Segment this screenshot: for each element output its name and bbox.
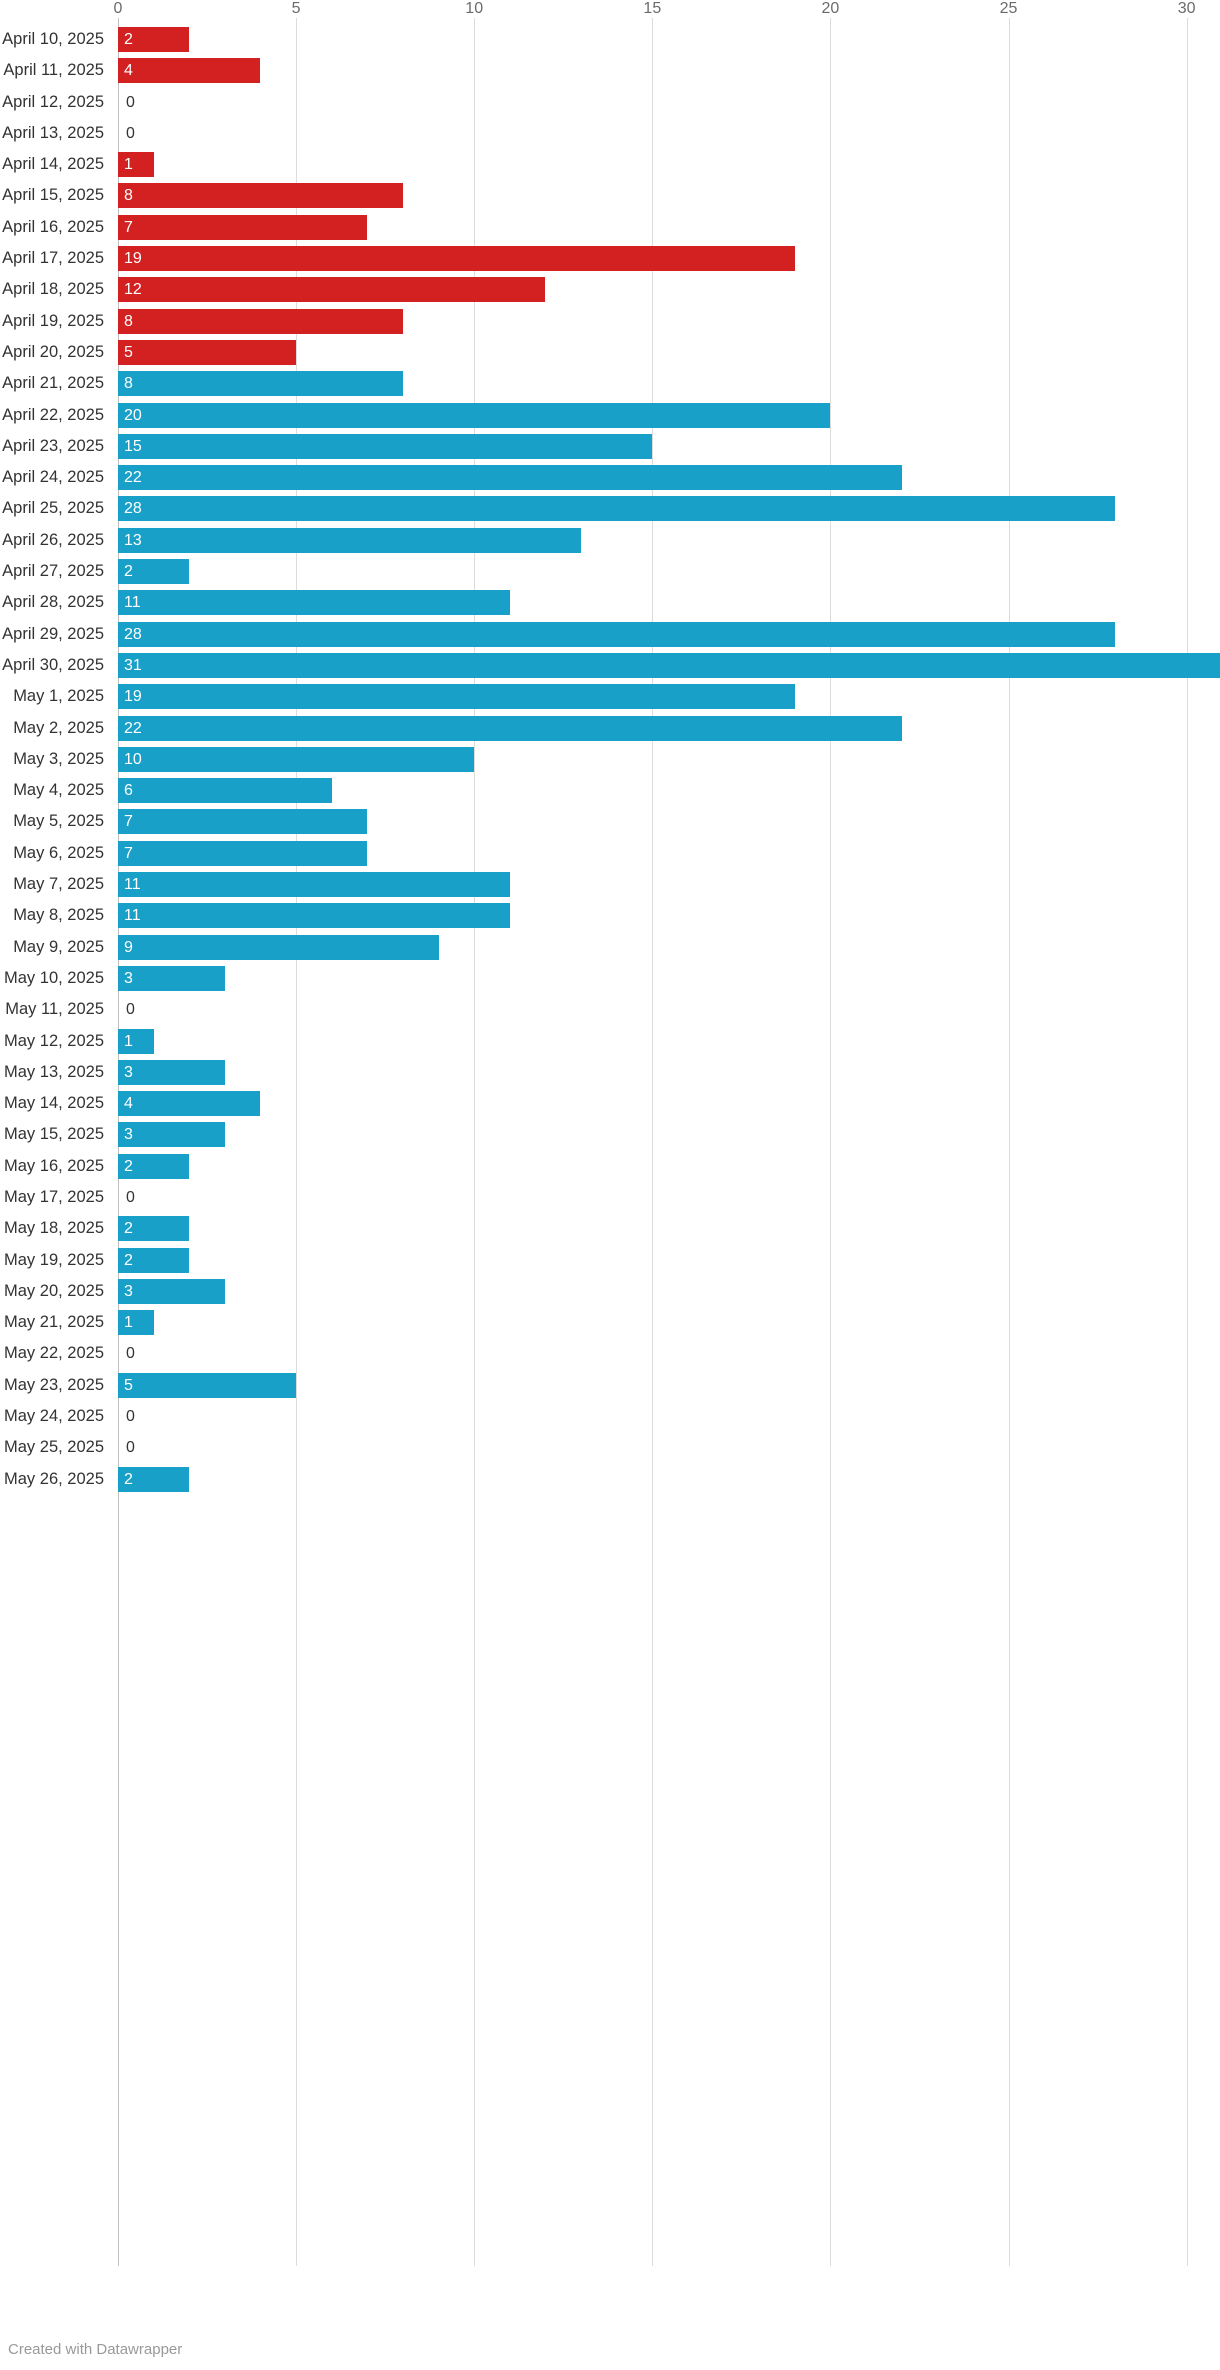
bar[interactable] — [118, 1060, 225, 1085]
bar-track — [118, 556, 1208, 587]
bar-category-label: May 11, 2025 — [5, 1000, 104, 1019]
bar-track — [118, 838, 1208, 869]
bar-value-label: 9 — [124, 938, 133, 956]
bar-category-label: April 20, 2025 — [2, 342, 104, 361]
bar-category-label: April 14, 2025 — [2, 155, 104, 174]
bar-category-label: April 25, 2025 — [2, 499, 104, 518]
bar-category-label: May 13, 2025 — [4, 1062, 104, 1081]
bar-row — [0, 744, 1220, 775]
x-tick-label: 0 — [113, 0, 123, 17]
bar-value-label: 5 — [124, 343, 133, 361]
bar-category-label: April 30, 2025 — [2, 655, 104, 674]
bar-track — [118, 1276, 1208, 1307]
bar-row — [0, 180, 1220, 211]
bar-track — [118, 1151, 1208, 1182]
bar-category-label: April 17, 2025 — [2, 249, 104, 268]
bar-row — [0, 87, 1220, 118]
bar[interactable] — [118, 465, 902, 490]
bar[interactable] — [118, 496, 1115, 521]
bar-track — [118, 1182, 1208, 1213]
bar-value-label: 7 — [124, 813, 133, 831]
bar-value-label: 6 — [124, 782, 133, 800]
bar-value-label: 1 — [124, 1314, 133, 1332]
bar[interactable] — [118, 246, 795, 271]
bar-value-label: 11 — [124, 594, 141, 612]
bar-row — [0, 775, 1220, 806]
bar-row — [0, 869, 1220, 900]
bar-category-label: May 8, 2025 — [13, 906, 104, 925]
bar-value-label: 8 — [124, 312, 133, 330]
bar-category-label: April 29, 2025 — [2, 624, 104, 643]
bar-value-label: 2 — [124, 563, 133, 581]
bar-value-label: 4 — [124, 62, 133, 80]
bar-value-label: 8 — [124, 187, 133, 205]
bar-track — [118, 1245, 1208, 1276]
bar-row — [0, 1088, 1220, 1119]
bar-row — [0, 1370, 1220, 1401]
bar-row — [0, 525, 1220, 556]
bar-row — [0, 400, 1220, 431]
bar-category-label: May 14, 2025 — [4, 1094, 104, 1113]
bar-category-label: May 6, 2025 — [13, 843, 104, 862]
bar-row — [0, 619, 1220, 650]
bar-track — [118, 994, 1208, 1025]
bar[interactable] — [118, 1091, 260, 1116]
bar-value-label: 0 — [126, 1001, 135, 1019]
bar-category-label: April 24, 2025 — [2, 468, 104, 487]
bar[interactable] — [118, 872, 510, 897]
bar-value-label: 8 — [124, 375, 133, 393]
bar-track — [118, 713, 1208, 744]
bar-category-label: May 3, 2025 — [13, 749, 104, 768]
bar[interactable] — [118, 183, 403, 208]
bar-category-label: May 16, 2025 — [4, 1156, 104, 1175]
bar[interactable] — [118, 622, 1115, 647]
bar-row — [0, 1276, 1220, 1307]
bar-category-label: May 4, 2025 — [13, 781, 104, 800]
bar-row — [0, 306, 1220, 337]
bar-row — [0, 932, 1220, 963]
bar-track — [118, 1307, 1208, 1338]
bar-category-label: April 15, 2025 — [2, 186, 104, 205]
bar-row — [0, 243, 1220, 274]
bar[interactable] — [118, 935, 439, 960]
bar[interactable] — [118, 58, 260, 83]
bar-track — [118, 1401, 1208, 1432]
bar-track — [118, 681, 1208, 712]
bar-track — [118, 932, 1208, 963]
bar-value-label: 2 — [124, 1220, 133, 1238]
bar-value-label: 1 — [124, 156, 133, 174]
bar-row — [0, 900, 1220, 931]
bar-row — [0, 431, 1220, 462]
bar-row — [0, 1119, 1220, 1150]
bar-category-label: May 25, 2025 — [4, 1438, 104, 1457]
bar-category-label: April 26, 2025 — [2, 530, 104, 549]
bar[interactable] — [118, 809, 367, 834]
bar[interactable] — [118, 371, 403, 396]
bar-value-label: 3 — [124, 1063, 133, 1081]
bar-value-label: 15 — [124, 437, 142, 455]
chart-credit: Created with Datawrapper — [8, 2341, 183, 2358]
bar-category-label: May 10, 2025 — [4, 968, 104, 987]
bar[interactable] — [118, 841, 367, 866]
bar-value-label: 22 — [124, 469, 142, 487]
bar-row — [0, 1401, 1220, 1432]
bar-value-label: 7 — [124, 218, 133, 236]
bar-value-label: 4 — [124, 1095, 133, 1113]
bar-row — [0, 1464, 1220, 1495]
bar-value-label: 0 — [126, 93, 135, 111]
bar-value-label: 12 — [124, 281, 142, 299]
bar-category-label: May 24, 2025 — [4, 1407, 104, 1426]
bar-row — [0, 838, 1220, 869]
bar[interactable] — [118, 966, 225, 991]
bar-category-label: April 21, 2025 — [2, 374, 104, 393]
bar-value-label: 2 — [124, 1470, 133, 1488]
bar[interactable] — [118, 716, 902, 741]
bar-track — [118, 963, 1208, 994]
bar-value-label: 11 — [124, 876, 141, 894]
bar-track — [118, 212, 1208, 243]
bar-value-label: 10 — [124, 750, 142, 768]
bar-value-label: 19 — [124, 250, 142, 268]
bar-category-label: April 12, 2025 — [2, 92, 104, 111]
bar-track — [118, 1119, 1208, 1150]
bar-value-label: 20 — [124, 406, 142, 424]
bar-row — [0, 1182, 1220, 1213]
bar-category-label: May 18, 2025 — [4, 1219, 104, 1238]
bar-row — [0, 806, 1220, 837]
bar-row — [0, 1338, 1220, 1369]
bar-row — [0, 1245, 1220, 1276]
bar-track — [118, 1088, 1208, 1119]
bar-rows — [0, 24, 1220, 1495]
bar-row — [0, 1213, 1220, 1244]
bar-row — [0, 55, 1220, 86]
bar[interactable] — [118, 778, 332, 803]
bar-row — [0, 337, 1220, 368]
bar[interactable] — [118, 277, 545, 302]
bar-row — [0, 212, 1220, 243]
bar-value-label: 13 — [124, 531, 142, 549]
bar[interactable] — [118, 1122, 225, 1147]
bar-row — [0, 1151, 1220, 1182]
bar-category-label: April 28, 2025 — [2, 593, 104, 612]
bar-row — [0, 149, 1220, 180]
bar-category-label: April 23, 2025 — [2, 436, 104, 455]
bar-track — [118, 243, 1208, 274]
x-tick-label: 5 — [291, 0, 301, 17]
bar-row — [0, 994, 1220, 1025]
bar-category-label: May 15, 2025 — [4, 1125, 104, 1144]
bar-category-label: April 22, 2025 — [2, 405, 104, 424]
bar[interactable] — [118, 747, 474, 772]
bar-category-label: May 23, 2025 — [4, 1375, 104, 1394]
bar-track — [118, 149, 1208, 180]
bar-category-label: April 19, 2025 — [2, 311, 104, 330]
bar-track — [118, 306, 1208, 337]
bar-category-label: May 26, 2025 — [4, 1469, 104, 1488]
bar-track — [118, 55, 1208, 86]
bar-category-label: May 17, 2025 — [4, 1187, 104, 1206]
bar-track — [118, 368, 1208, 399]
x-tick-label: 25 — [999, 0, 1018, 17]
bar-value-label: 3 — [124, 969, 133, 987]
bar-track — [118, 1213, 1208, 1244]
bar-value-label: 1 — [124, 1032, 133, 1050]
bar-category-label: April 27, 2025 — [2, 562, 104, 581]
bar-value-label: 19 — [124, 688, 142, 706]
bar-category-label: May 20, 2025 — [4, 1281, 104, 1300]
bar-track — [118, 1338, 1208, 1369]
bar-row — [0, 493, 1220, 524]
bar-track — [118, 1026, 1208, 1057]
bar-category-label: April 10, 2025 — [2, 30, 104, 48]
bar-row — [0, 681, 1220, 712]
bar-track — [118, 1057, 1208, 1088]
bar-category-label: May 9, 2025 — [13, 937, 104, 956]
bar-category-label: May 7, 2025 — [13, 875, 104, 894]
bar-value-label: 5 — [124, 1376, 133, 1394]
bar-value-label: 0 — [126, 1345, 135, 1363]
bar[interactable] — [118, 434, 652, 459]
bar-track — [118, 775, 1208, 806]
bar-row — [0, 556, 1220, 587]
bar-value-label: 2 — [124, 1251, 133, 1269]
bar-track — [118, 1370, 1208, 1401]
bar[interactable] — [118, 684, 795, 709]
bar-track — [118, 337, 1208, 368]
bar-value-label: 0 — [126, 124, 135, 142]
bar-track — [118, 431, 1208, 462]
bar-track — [118, 619, 1208, 650]
bar-row — [0, 1057, 1220, 1088]
x-tick-label: 30 — [1177, 0, 1196, 17]
bar-row — [0, 462, 1220, 493]
bar-row — [0, 587, 1220, 618]
bar[interactable] — [118, 1279, 225, 1304]
x-tick-label: 15 — [643, 0, 662, 17]
bar-track — [118, 1432, 1208, 1463]
bar-category-label: May 21, 2025 — [4, 1313, 104, 1332]
bar[interactable] — [118, 1373, 296, 1398]
bar[interactable] — [118, 215, 367, 240]
bar[interactable] — [118, 309, 403, 334]
bar-category-label: April 13, 2025 — [2, 123, 104, 142]
bar-value-label: 0 — [126, 1408, 135, 1426]
bar-track — [118, 587, 1208, 618]
bar-row — [0, 24, 1220, 55]
bar-category-label: April 11, 2025 — [3, 61, 104, 80]
bar-track — [118, 650, 1208, 681]
bar-value-label: 0 — [126, 1439, 135, 1457]
bar-row — [0, 1026, 1220, 1057]
bar-row — [0, 1307, 1220, 1338]
bar-category-label: April 16, 2025 — [2, 217, 104, 236]
bar-category-label: April 18, 2025 — [2, 280, 104, 299]
bar-value-label: 2 — [124, 31, 133, 48]
bar-value-label: 3 — [124, 1282, 133, 1300]
bar-category-label: May 12, 2025 — [4, 1031, 104, 1050]
x-tick-label: 20 — [821, 0, 840, 17]
bar-track — [118, 87, 1208, 118]
bar-track — [118, 744, 1208, 775]
bar-track — [118, 806, 1208, 837]
bar-category-label: May 22, 2025 — [4, 1344, 104, 1363]
bar[interactable] — [118, 590, 510, 615]
bar-track — [118, 525, 1208, 556]
bar-row — [0, 118, 1220, 149]
bar-row — [0, 713, 1220, 744]
bar-category-label: May 5, 2025 — [13, 812, 104, 831]
bar[interactable] — [118, 528, 581, 553]
bar[interactable] — [118, 653, 1220, 678]
bar-category-label: May 2, 2025 — [13, 718, 104, 737]
bar-track — [118, 900, 1208, 931]
bar-track — [118, 493, 1208, 524]
x-tick-label: 10 — [465, 0, 484, 17]
bar-value-label: 31 — [124, 656, 142, 674]
bar-value-label: 11 — [124, 907, 141, 925]
bar-value-label: 28 — [124, 500, 142, 518]
bar-category-label: May 19, 2025 — [4, 1250, 104, 1269]
bar-row — [0, 1432, 1220, 1463]
bar-track — [118, 118, 1208, 149]
bar-row — [0, 650, 1220, 681]
bar[interactable] — [118, 403, 830, 428]
bar-value-label: 3 — [124, 1126, 133, 1144]
bar-track — [118, 869, 1208, 900]
bar-track — [118, 400, 1208, 431]
bar-value-label: 7 — [124, 844, 133, 862]
bar-track — [118, 24, 1208, 55]
bar-value-label: 0 — [126, 1188, 135, 1206]
bar-value-label: 22 — [124, 719, 142, 737]
bar-row — [0, 368, 1220, 399]
bar-category-label: May 1, 2025 — [13, 687, 104, 706]
bar-row — [0, 963, 1220, 994]
bar-row — [0, 274, 1220, 305]
bar-track — [118, 1464, 1208, 1495]
bar[interactable] — [118, 903, 510, 928]
bar[interactable] — [118, 340, 296, 365]
bar-value-label: 28 — [124, 625, 142, 643]
bar-track — [118, 274, 1208, 305]
bar-track — [118, 180, 1208, 211]
bar-value-label: 2 — [124, 1157, 133, 1175]
bar-track — [118, 462, 1208, 493]
